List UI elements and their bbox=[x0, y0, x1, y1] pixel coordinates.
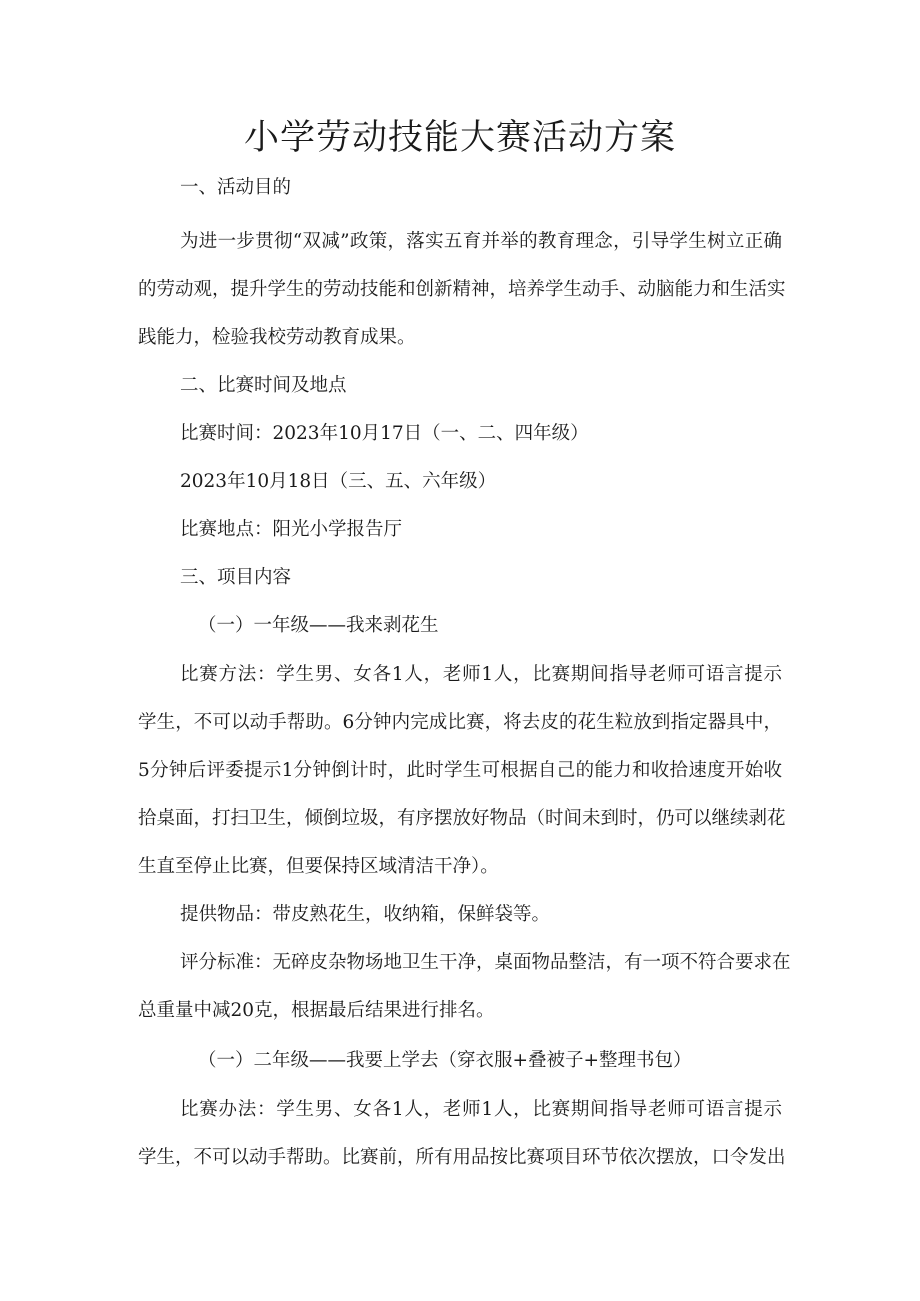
grade1-method-line: 生直至停止比赛，但要保持区域清洁干净）。 bbox=[138, 856, 499, 877]
grade1-scoring-line: 评分标准：无碎皮杂物场地卫生干净，桌面物品整洁，有一项不符合要求在 bbox=[180, 952, 791, 973]
grade1-scoring-line: 总重量中减20克，根据最后结果进行排名。 bbox=[138, 1000, 495, 1021]
grade1-method-line: 拾桌面，打扫卫生，倾倒垃圾，有序摆放好物品（时间未到时，仍可以继续剥花 bbox=[138, 808, 786, 829]
grade2-method-line: 学生，不可以动手帮助。比赛前，所有用品按比赛项目环节依次摆放，口令发出 bbox=[138, 1147, 786, 1168]
section-heading-time-place: 二、比赛时间及地点 bbox=[180, 375, 347, 396]
purpose-paragraph-line: 践能力，检验我校劳动教育成果。 bbox=[138, 327, 416, 348]
subsection-heading-grade-2: （一）二年级——我要上学去（穿衣服+叠被子+整理书包） bbox=[198, 1050, 692, 1071]
grade1-method-line: 比赛方法：学生男、女各1人，老师1人，比赛期间指导老师可语言提示 bbox=[180, 664, 782, 685]
grade2-method-line: 比赛办法：学生男、女各1人，老师1人，比赛期间指导老师可语言提示 bbox=[180, 1099, 782, 1120]
purpose-paragraph-line: 为进一步贯彻“双减”政策，落实五育并举的教育理念，引导学生树立正确 bbox=[180, 231, 782, 252]
competition-place-line: 比赛地点：阳光小学报告厅 bbox=[180, 519, 403, 540]
grade1-method-line: 5分钟后评委提示1分钟倒计时，此时学生可根据自己的能力和收拾速度开始收 bbox=[138, 760, 782, 781]
section-heading-content: 三、项目内容 bbox=[180, 567, 292, 588]
purpose-paragraph-line: 的劳动观，提升学生的劳动技能和创新精神，培养学生动手、动脑能力和生活实 bbox=[138, 279, 786, 300]
competition-time-line: 2023年10月18日（三、五、六年级） bbox=[180, 471, 497, 492]
grade1-method-line: 学生，不可以动手帮助。6分钟内完成比赛，将去皮的花生粒放到指定器具中， bbox=[138, 712, 782, 733]
document-title: 小学劳动技能大赛活动方案 bbox=[243, 118, 676, 158]
competition-time-line: 比赛时间：2023年10月17日（一、二、四年级） bbox=[180, 423, 589, 444]
grade1-supplies-line: 提供物品：带皮熟花生，收纳箱，保鲜袋等。 bbox=[180, 904, 551, 925]
subsection-heading-grade-1: （一）一年级——我来剥花生 bbox=[198, 615, 439, 636]
section-heading-purpose: 一、活动目的 bbox=[180, 177, 292, 198]
